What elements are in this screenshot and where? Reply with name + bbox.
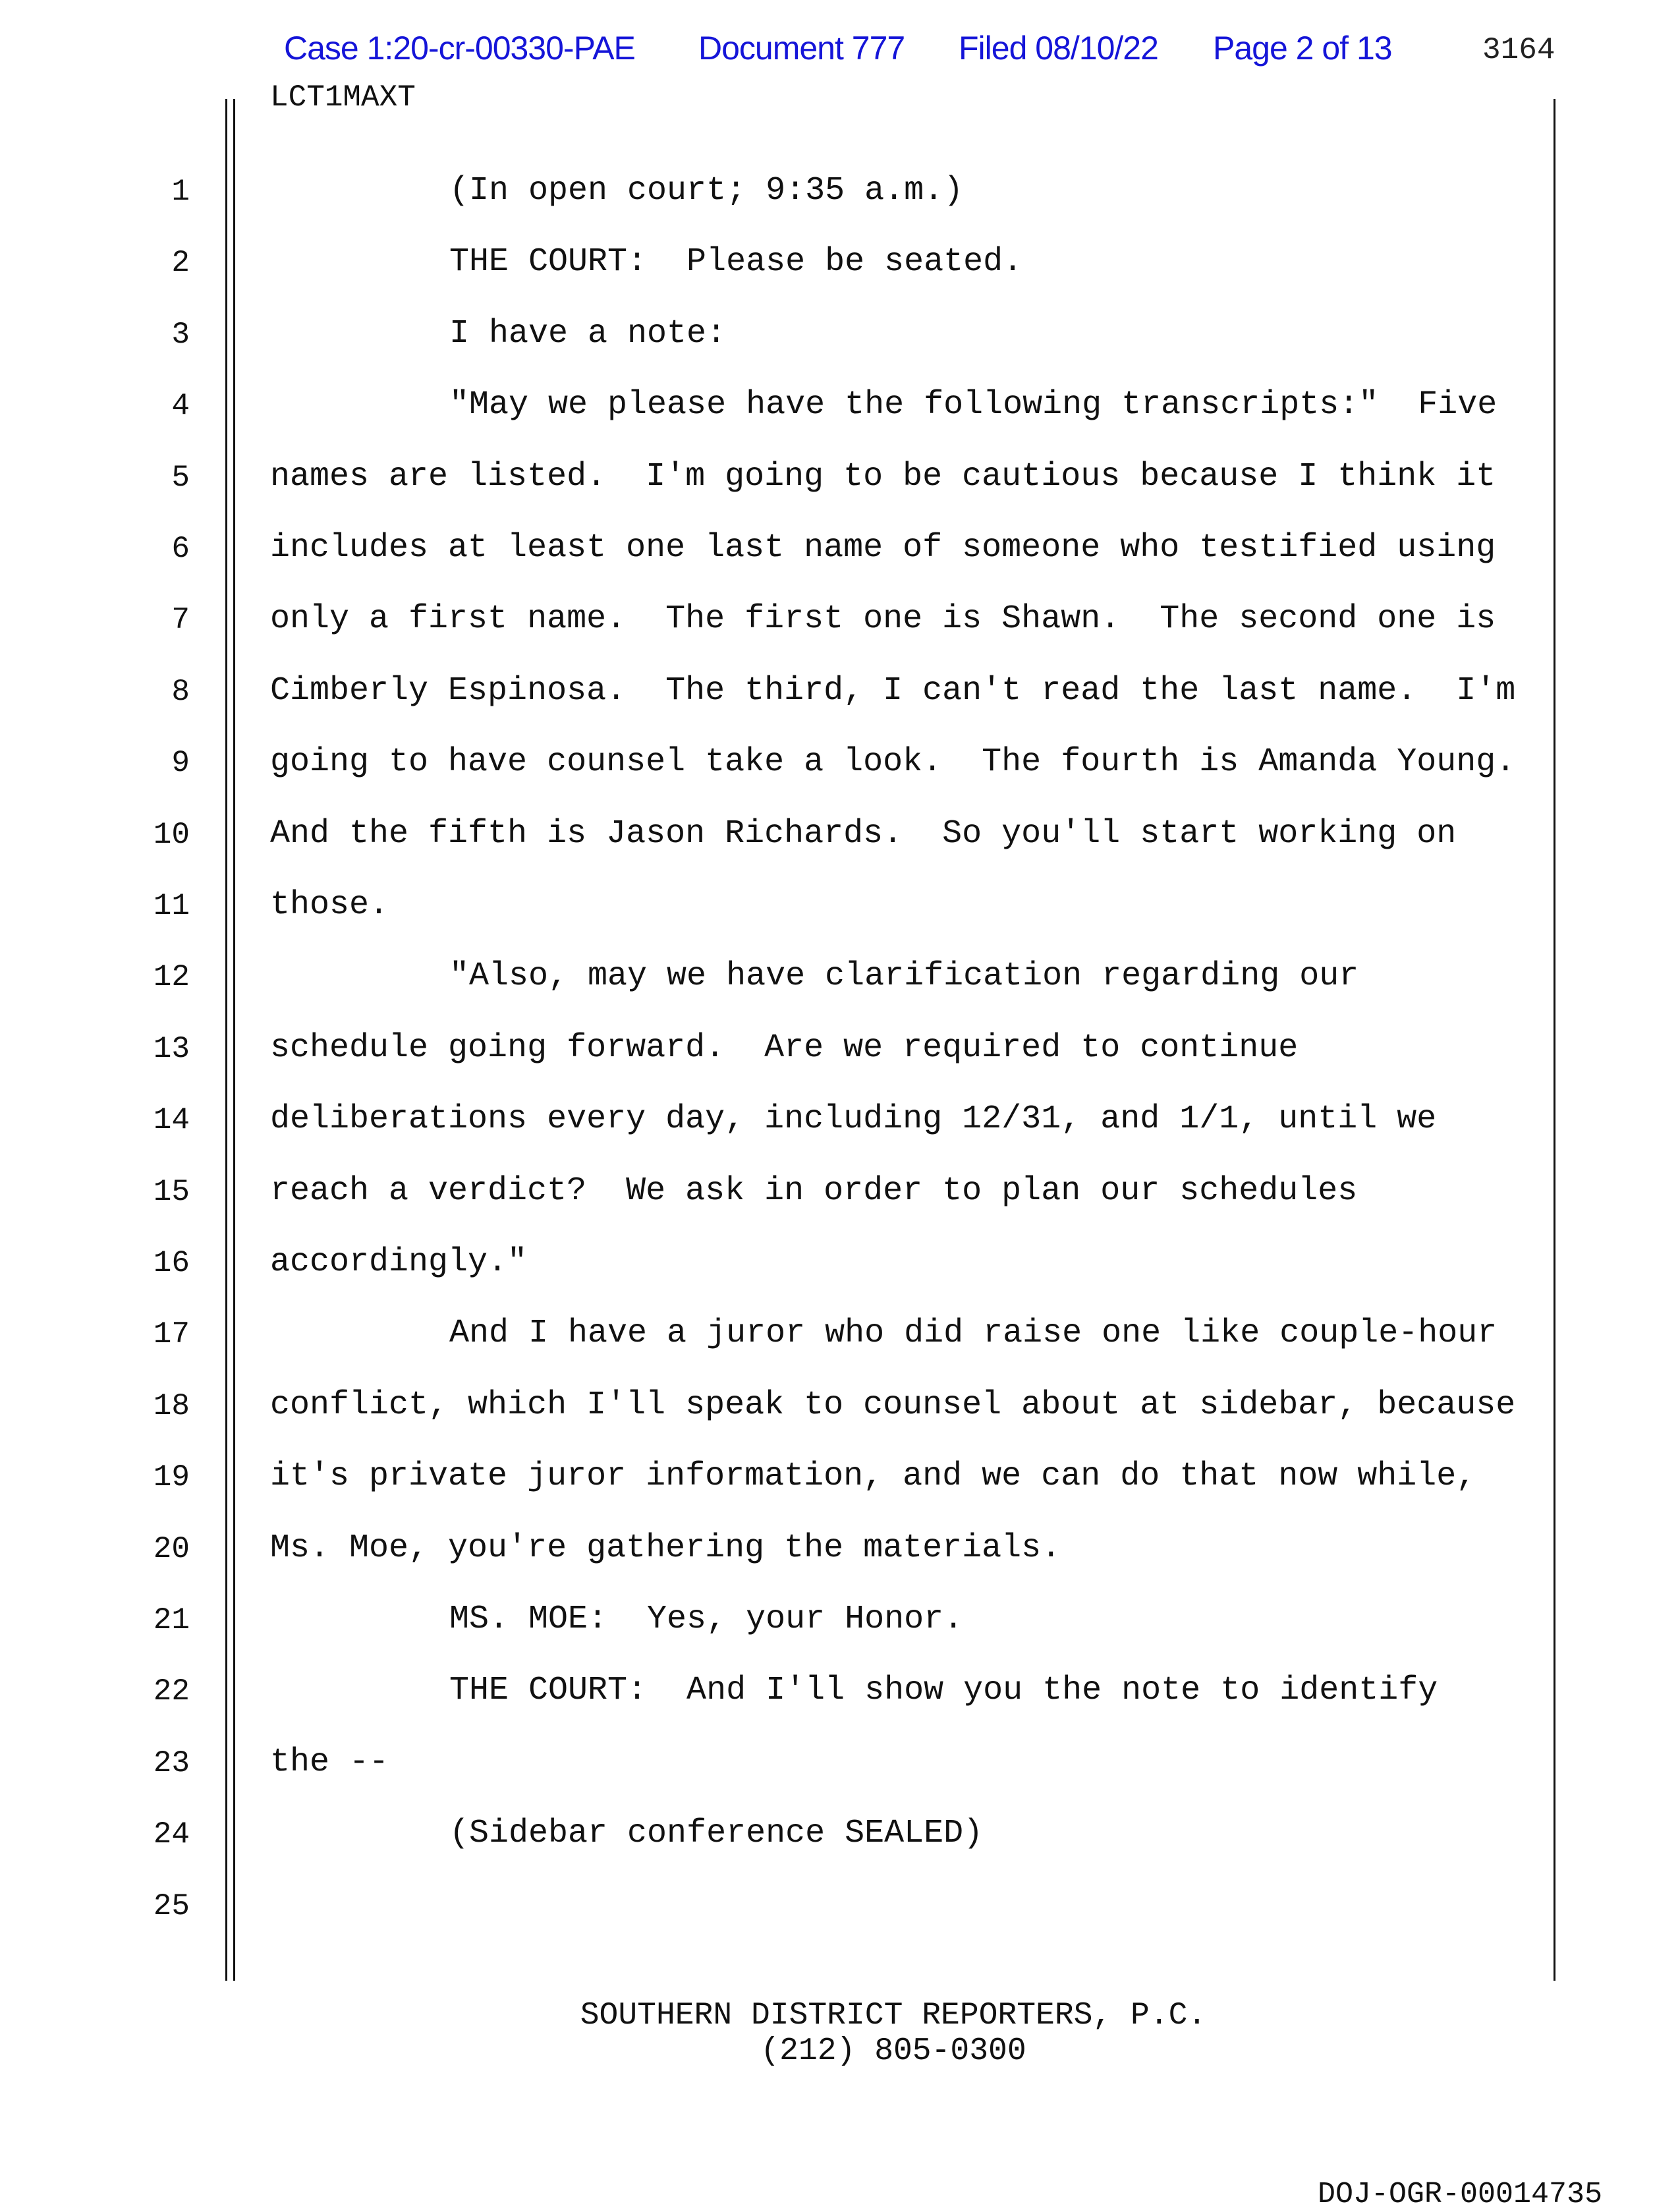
- filed-date: Filed 08/10/22: [959, 30, 1158, 67]
- transcript-line: the --: [270, 1743, 389, 1781]
- transcript-page-number: 3164: [1482, 33, 1555, 67]
- transcript-line: THE COURT: And I'll show you the note to identify: [449, 1672, 1438, 1710]
- left-margin-line: [233, 99, 235, 1981]
- line-number: 13: [153, 1031, 190, 1066]
- line-number: 7: [171, 603, 190, 638]
- line-number: 12: [153, 960, 190, 995]
- line-number: 17: [153, 1317, 190, 1352]
- transcript-line: And I have a juror who did raise one like couple-hour: [449, 1315, 1498, 1353]
- transcript-line: MS. MOE: Yes, your Honor.: [449, 1601, 964, 1638]
- bates-number: DOJ-OGR-00014735: [1318, 2178, 1603, 2211]
- document-number: Document 777: [698, 30, 905, 67]
- transcript-line: accordingly.": [270, 1243, 528, 1281]
- line-number: 8: [171, 674, 190, 709]
- line-number: 14: [153, 1103, 190, 1138]
- transcript-line: (Sidebar conference SEALED): [449, 1815, 984, 1853]
- line-number: 10: [153, 817, 190, 852]
- line-number: 15: [153, 1174, 190, 1209]
- line-number: 24: [153, 1817, 190, 1852]
- transcript-line: names are listed. I'm going to be cautious because I think it: [270, 457, 1496, 496]
- transcript-line: (In open court; 9:35 a.m.): [449, 172, 964, 210]
- line-number: 6: [171, 532, 190, 566]
- line-number: 22: [153, 1674, 190, 1709]
- transcript-line: "May we please have the following transcripts:" Five: [449, 386, 1498, 424]
- transcript-line: deliberations every day, including 12/31, and 1/1, until we: [270, 1100, 1437, 1139]
- transcript-line: Cimberly Espinosa. The third, I can't read the last name. I'm: [270, 671, 1516, 710]
- right-margin-line: [1554, 99, 1555, 1981]
- transcript-line: going to have counsel take a look. The fourth is Amanda Young.: [270, 743, 1516, 781]
- transcript-code: LCT1MAXT: [270, 80, 416, 115]
- line-number: 16: [153, 1246, 190, 1280]
- transcript-line: I have a note:: [449, 314, 727, 353]
- line-number: 18: [153, 1388, 190, 1423]
- line-number: 2: [171, 246, 190, 281]
- line-number: 1: [171, 175, 190, 209]
- case-number: Case 1:20-cr-00330-PAE: [284, 30, 635, 67]
- transcript-line: "Also, may we have clarification regarding our: [449, 957, 1359, 996]
- left-margin-line: [225, 99, 227, 1981]
- transcript-line: THE COURT: Please be seated.: [449, 243, 1023, 281]
- line-number: 4: [171, 389, 190, 424]
- line-number: 11: [153, 889, 190, 923]
- transcript-line: Ms. Moe, you're gathering the materials.: [270, 1529, 1061, 1567]
- line-number: 23: [153, 1745, 190, 1780]
- line-number: 9: [171, 746, 190, 781]
- line-number: 5: [171, 460, 190, 495]
- line-number: 25: [153, 1888, 190, 1923]
- transcript-line: reach a verdict? We ask in order to plan our schedules: [270, 1172, 1358, 1210]
- reporter-phone: (212) 805-0300: [760, 2033, 1026, 2069]
- line-number: 19: [153, 1460, 190, 1495]
- reporter-name: SOUTHERN DISTRICT REPORTERS, P.C.: [580, 1998, 1207, 2033]
- transcript-line: those.: [270, 886, 389, 924]
- line-number: 20: [153, 1531, 190, 1566]
- transcript-line: includes at least one last name of someone who testified using: [270, 529, 1496, 567]
- page-indicator: Page 2 of 13: [1213, 30, 1392, 67]
- line-number: 21: [153, 1603, 190, 1637]
- line-number: 3: [171, 317, 190, 352]
- transcript-line: schedule going forward. Are we required to continue: [270, 1029, 1299, 1067]
- transcript-line: it's private juror information, and we can do that now while,: [270, 1458, 1476, 1496]
- transcript-line: only a first name. The first one is Shawn. The second one is: [270, 600, 1496, 638]
- transcript-line: conflict, which I'll speak to counsel about at sidebar, because: [270, 1386, 1516, 1424]
- transcript-line: And the fifth is Jason Richards. So you'll start working on: [270, 814, 1457, 853]
